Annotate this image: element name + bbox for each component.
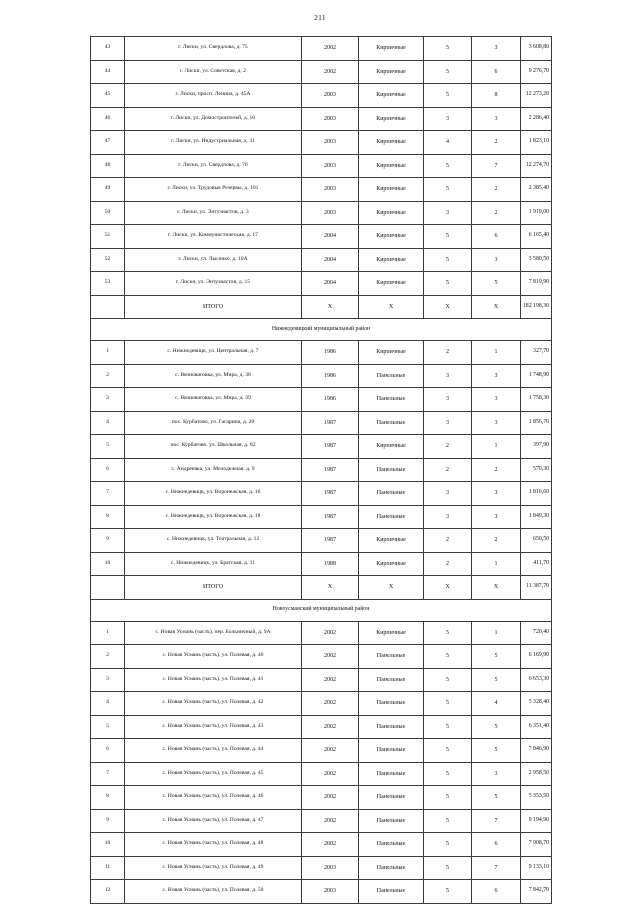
page-number: 211 xyxy=(314,13,326,22)
year-cell: 1987 xyxy=(302,458,359,482)
entrances-cell: 2 xyxy=(472,178,521,202)
year-cell: 2003 xyxy=(302,131,359,155)
address-cell: г. Лиски, ул. Трудовые Резервы, д. 101 xyxy=(125,178,302,202)
table-row xyxy=(91,621,552,645)
wall-material-cell: Кирпичные xyxy=(359,225,424,249)
year-cell: 2002 xyxy=(302,786,359,810)
address-cell: г. Лиски, ул. Индустриальная, д. 31 xyxy=(125,131,302,155)
floors-cell: 5 xyxy=(424,178,472,202)
address-cell: с. Вязноватовка, ул. Мира, д. 38 xyxy=(125,364,302,388)
wall-material-cell: Кирпичные xyxy=(359,552,424,576)
row-number-cell: 52 xyxy=(91,248,125,272)
wall-material-cell: Панельные xyxy=(359,388,424,412)
entrances-cell: 5 xyxy=(472,645,521,669)
floors-cell: 3 xyxy=(424,107,472,131)
floors-cell: 5 xyxy=(424,668,472,692)
total-entrances-cell: Х xyxy=(472,295,521,319)
area-cell: 7 908,70 xyxy=(521,833,552,857)
wall-material-cell: Панельные xyxy=(359,880,424,904)
address-cell: с. Новая Усмань (часть), ул. Полевая, д. 48 xyxy=(125,833,302,857)
floors-cell: 5 xyxy=(424,225,472,249)
floors-cell: 3 xyxy=(424,505,472,529)
year-cell: 2004 xyxy=(302,272,359,296)
floors-cell: 5 xyxy=(424,37,472,61)
area-cell: 5 328,40 xyxy=(521,692,552,716)
area-cell: 6 165,40 xyxy=(521,225,552,249)
floors-cell: 5 xyxy=(424,715,472,739)
wall-material-cell: Панельные xyxy=(359,762,424,786)
entrances-cell: 7 xyxy=(472,809,521,833)
table-row xyxy=(91,739,552,763)
address-cell: с. Новая Усмань (часть), ул. Полевая, д. 42 xyxy=(125,692,302,716)
entrances-cell: 3 xyxy=(472,37,521,61)
section-title: Новоусманский муниципальный район xyxy=(91,599,552,621)
year-cell: 1987 xyxy=(302,505,359,529)
table-row xyxy=(91,786,552,810)
area-cell: 1 758,30 xyxy=(521,388,552,412)
row-number-cell: 10 xyxy=(91,833,125,857)
row-number-cell: 7 xyxy=(91,762,125,786)
total-label-cell: ИТОГО xyxy=(125,295,302,319)
total-year-cell: Х xyxy=(302,576,359,600)
table-row xyxy=(91,762,552,786)
row-number-cell: 3 xyxy=(91,388,125,412)
year-cell: 2003 xyxy=(302,84,359,108)
floors-cell: 3 xyxy=(424,482,472,506)
floors-cell: 5 xyxy=(424,809,472,833)
wall-material-cell: Кирпичные xyxy=(359,178,424,202)
table-row xyxy=(91,154,552,178)
row-number-cell: 1 xyxy=(91,341,125,365)
address-cell: г. Лиски, ул. Свердлова, д. 76 xyxy=(125,154,302,178)
total-material-cell: Х xyxy=(359,295,424,319)
entrances-cell: 2 xyxy=(472,458,521,482)
wall-material-cell: Панельные xyxy=(359,809,424,833)
row-number-cell: 9 xyxy=(91,809,125,833)
entrances-cell: 6 xyxy=(472,833,521,857)
address-cell: с. Нижнедевицк, ул. Театральная, д. 12 xyxy=(125,529,302,553)
table-row xyxy=(91,201,552,225)
floors-cell: 3 xyxy=(424,201,472,225)
area-cell: 570,30 xyxy=(521,458,552,482)
address-cell: пос. Курбатово, ул. Школьная, д. 82 xyxy=(125,435,302,459)
floors-cell: 2 xyxy=(424,552,472,576)
section-header-row xyxy=(91,319,552,341)
wall-material-cell: Панельные xyxy=(359,668,424,692)
area-cell: 3 608,80 xyxy=(521,37,552,61)
row-number-cell: 46 xyxy=(91,107,125,131)
row-number-cell: 4 xyxy=(91,411,125,435)
entrances-cell: 3 xyxy=(472,364,521,388)
wall-material-cell: Панельные xyxy=(359,739,424,763)
year-cell: 1986 xyxy=(302,388,359,412)
table-row xyxy=(91,856,552,880)
total-floors-cell: Х xyxy=(424,576,472,600)
area-cell: 12 273,20 xyxy=(521,84,552,108)
floors-cell: 5 xyxy=(424,272,472,296)
year-cell: 2002 xyxy=(302,809,359,833)
entrances-cell: 5 xyxy=(472,739,521,763)
wall-material-cell: Кирпичные xyxy=(359,248,424,272)
address-cell: с. Новая Усмань (часть), ул. Полевая, д. 44 xyxy=(125,739,302,763)
area-cell: 9 133,10 xyxy=(521,856,552,880)
year-cell: 2003 xyxy=(302,107,359,131)
wall-material-cell: Кирпичные xyxy=(359,60,424,84)
floors-cell: 5 xyxy=(424,645,472,669)
entrances-cell: 2 xyxy=(472,201,521,225)
address-cell: с. Нижнедевицк, ул. Центральная, д. 7 xyxy=(125,341,302,365)
row-number-cell: 51 xyxy=(91,225,125,249)
area-cell: 1 748,90 xyxy=(521,364,552,388)
table-row xyxy=(91,529,552,553)
table-row xyxy=(91,411,552,435)
year-cell: 2002 xyxy=(302,645,359,669)
row-number-cell: 2 xyxy=(91,364,125,388)
wall-material-cell: Кирпичные xyxy=(359,84,424,108)
table-row xyxy=(91,131,552,155)
entrances-cell: 4 xyxy=(472,692,521,716)
table-row xyxy=(91,458,552,482)
address-cell: г. Лиски, ул. Советская, д. 2 xyxy=(125,60,302,84)
row-number-cell: 12 xyxy=(91,880,125,904)
year-cell: 2002 xyxy=(302,60,359,84)
area-cell: 9 276,70 xyxy=(521,60,552,84)
floors-cell: 5 xyxy=(424,833,472,857)
row-number-cell: 4 xyxy=(91,692,125,716)
total-area-cell: 182 198,30 xyxy=(521,295,552,319)
address-cell: г. Лиски, ул. Домостроителей, д. 10 xyxy=(125,107,302,131)
wall-material-cell: Панельные xyxy=(359,645,424,669)
year-cell: 2002 xyxy=(302,715,359,739)
row-number-cell: 2 xyxy=(91,645,125,669)
row-number-cell: 5 xyxy=(91,715,125,739)
address-cell: с. Новая Усмань (часть), ул. Полевая, д. 50 xyxy=(125,880,302,904)
table-row xyxy=(91,435,552,459)
row-number-cell: 49 xyxy=(91,178,125,202)
table-row xyxy=(91,178,552,202)
row-number-cell: 47 xyxy=(91,131,125,155)
year-cell: 2003 xyxy=(302,880,359,904)
row-number-cell: 9 xyxy=(91,529,125,553)
row-number-cell: 53 xyxy=(91,272,125,296)
table-row xyxy=(91,668,552,692)
floors-cell: 5 xyxy=(424,84,472,108)
table-row xyxy=(91,833,552,857)
address-cell: с. Новая Усмань (часть), ул. Полевая, д. 41 xyxy=(125,668,302,692)
floors-cell: 5 xyxy=(424,248,472,272)
wall-material-cell: Панельные xyxy=(359,856,424,880)
row-number-cell: 11 xyxy=(91,856,125,880)
entrances-cell: 1 xyxy=(472,621,521,645)
area-cell: 1 919,00 xyxy=(521,201,552,225)
table-row xyxy=(91,60,552,84)
floors-cell: 2 xyxy=(424,529,472,553)
floors-cell: 5 xyxy=(424,60,472,84)
table-row xyxy=(91,552,552,576)
table-row xyxy=(91,645,552,669)
floors-cell: 5 xyxy=(424,856,472,880)
year-cell: 1987 xyxy=(302,482,359,506)
wall-material-cell: Кирпичные xyxy=(359,272,424,296)
address-cell: с. Новая Усмань (часть), ул. Полевая, д. 49 xyxy=(125,856,302,880)
row-number-cell: 3 xyxy=(91,668,125,692)
year-cell: 2002 xyxy=(302,739,359,763)
area-cell: 1 816,60 xyxy=(521,482,552,506)
address-cell: г. Лиски, ул. Энтузиастов, д. 3 xyxy=(125,201,302,225)
table-row xyxy=(91,225,552,249)
entrances-cell: 5 xyxy=(472,272,521,296)
table-row xyxy=(91,341,552,365)
area-cell: 1 856,70 xyxy=(521,411,552,435)
table-row xyxy=(91,107,552,131)
wall-material-cell: Панельные xyxy=(359,505,424,529)
total-label-cell: ИТОГО xyxy=(125,576,302,600)
wall-material-cell: Кирпичные xyxy=(359,37,424,61)
floors-cell: 4 xyxy=(424,131,472,155)
address-cell: с. Новая Усмань (часть), пер. Больничный, д. 9А xyxy=(125,621,302,645)
entrances-cell: 5 xyxy=(472,668,521,692)
wall-material-cell: Панельные xyxy=(359,482,424,506)
entrances-cell: 2 xyxy=(472,131,521,155)
wall-material-cell: Кирпичные xyxy=(359,341,424,365)
year-cell: 1986 xyxy=(302,364,359,388)
row-number-cell: 45 xyxy=(91,84,125,108)
entrances-cell: 5 xyxy=(472,786,521,810)
year-cell: 1986 xyxy=(302,341,359,365)
table-body xyxy=(91,37,552,904)
area-cell: 2 958,50 xyxy=(521,762,552,786)
row-number-cell: 6 xyxy=(91,458,125,482)
address-cell: г. Лиски, просп. Ленина, д. 45А xyxy=(125,84,302,108)
address-cell: с. Новая Усмань (часть), ул. Полевая, д. 46 xyxy=(125,786,302,810)
entrances-cell: 3 xyxy=(472,411,521,435)
wall-material-cell: Панельные xyxy=(359,364,424,388)
address-cell: с. Вязноватовка, ул. Мира, д. 39 xyxy=(125,388,302,412)
area-cell: 2 286,40 xyxy=(521,107,552,131)
address-cell: пос. Курбатово, ул. Гагарина, д. 28 xyxy=(125,411,302,435)
table-row xyxy=(91,482,552,506)
entrances-cell: 5 xyxy=(472,715,521,739)
address-cell: с. Нижнедевицк, ул. Воронежская, д. 16 xyxy=(125,482,302,506)
entrances-cell: 3 xyxy=(472,388,521,412)
wall-material-cell: Панельные xyxy=(359,833,424,857)
table-row xyxy=(91,505,552,529)
floors-cell: 5 xyxy=(424,786,472,810)
row-number-cell: 6 xyxy=(91,739,125,763)
entrances-cell: 3 xyxy=(472,248,521,272)
total-row xyxy=(91,576,552,600)
row-number-cell: 8 xyxy=(91,505,125,529)
entrances-cell: 2 xyxy=(472,529,521,553)
area-cell: 397,90 xyxy=(521,435,552,459)
wall-material-cell: Кирпичные xyxy=(359,435,424,459)
entrances-cell: 3 xyxy=(472,107,521,131)
entrances-cell: 3 xyxy=(472,762,521,786)
floors-cell: 3 xyxy=(424,411,472,435)
floors-cell: 5 xyxy=(424,154,472,178)
row-number-cell: 43 xyxy=(91,37,125,61)
floors-cell: 2 xyxy=(424,435,472,459)
area-cell: 327,70 xyxy=(521,341,552,365)
area-cell: 1 849,30 xyxy=(521,505,552,529)
year-cell: 2002 xyxy=(302,37,359,61)
table-row xyxy=(91,84,552,108)
floors-cell: 2 xyxy=(424,341,472,365)
wall-material-cell: Панельные xyxy=(359,411,424,435)
entrances-cell: 6 xyxy=(472,60,521,84)
row-number-cell: 5 xyxy=(91,435,125,459)
year-cell: 2003 xyxy=(302,154,359,178)
table-row xyxy=(91,364,552,388)
table-row xyxy=(91,692,552,716)
entrances-cell: 3 xyxy=(472,505,521,529)
address-cell: с. Андреевка, ул. Молодежная, д. 9 xyxy=(125,458,302,482)
address-cell: г. Лиски, ул. Свердлова, д. 75 xyxy=(125,37,302,61)
year-cell: 2004 xyxy=(302,248,359,272)
entrances-cell: 8 xyxy=(472,84,521,108)
year-cell: 2003 xyxy=(302,178,359,202)
area-cell: 2 385,40 xyxy=(521,178,552,202)
address-cell: с. Нижнедевицк, ул. Воронежская, д. 18 xyxy=(125,505,302,529)
total-entrances-cell: Х xyxy=(472,576,521,600)
wall-material-cell: Кирпичные xyxy=(359,107,424,131)
floors-cell: 5 xyxy=(424,762,472,786)
floors-cell: 2 xyxy=(424,458,472,482)
area-cell: 411,70 xyxy=(521,552,552,576)
floors-cell: 5 xyxy=(424,621,472,645)
entrances-cell: 6 xyxy=(472,225,521,249)
year-cell: 1987 xyxy=(302,435,359,459)
wall-material-cell: Панельные xyxy=(359,692,424,716)
address-cell: с. Новая Усмань (часть), ул. Полевая, д. 47 xyxy=(125,809,302,833)
address-cell: г. Лиски, ул. Коммунистическая, д. 17 xyxy=(125,225,302,249)
wall-material-cell: Панельные xyxy=(359,715,424,739)
row-number-cell: 1 xyxy=(91,621,125,645)
row-number-cell: 7 xyxy=(91,482,125,506)
area-cell: 720,40 xyxy=(521,621,552,645)
row-number-cell: 44 xyxy=(91,60,125,84)
address-cell: с. Нижнедевицк, ул. Братская, д. 11 xyxy=(125,552,302,576)
area-cell: 12 274,70 xyxy=(521,154,552,178)
floors-cell: 5 xyxy=(424,739,472,763)
address-cell: г. Лиски, ул. Энтузиастов, д. 15 xyxy=(125,272,302,296)
year-cell: 2004 xyxy=(302,225,359,249)
wall-material-cell: Кирпичные xyxy=(359,131,424,155)
wall-material-cell: Кирпичные xyxy=(359,154,424,178)
table-row xyxy=(91,809,552,833)
year-cell: 2002 xyxy=(302,692,359,716)
total-floors-cell: Х xyxy=(424,295,472,319)
floors-cell: 3 xyxy=(424,388,472,412)
wall-material-cell: Кирпичные xyxy=(359,529,424,553)
entrances-cell: 3 xyxy=(472,482,521,506)
address-cell: г. Лиски, ул. Лысенко, д. 10А xyxy=(125,248,302,272)
address-cell: с. Новая Усмань (часть), ул. Полевая, д. 45 xyxy=(125,762,302,786)
row-number-cell: 8 xyxy=(91,786,125,810)
row-number-cell: 48 xyxy=(91,154,125,178)
address-cell: с. Новая Усмань (часть), ул. Полевая, д. 40 xyxy=(125,645,302,669)
entrances-cell: 1 xyxy=(472,435,521,459)
year-cell: 1987 xyxy=(302,529,359,553)
wall-material-cell: Кирпичные xyxy=(359,621,424,645)
entrances-cell: 7 xyxy=(472,154,521,178)
area-cell: 1 823,10 xyxy=(521,131,552,155)
table-row xyxy=(91,272,552,296)
table-row xyxy=(91,37,552,61)
area-cell: 5 353,50 xyxy=(521,786,552,810)
floors-cell: 5 xyxy=(424,880,472,904)
total-empty-cell xyxy=(91,295,125,319)
address-cell: с. Новая Усмань (часть), ул. Полевая, д. 43 xyxy=(125,715,302,739)
section-title: Нижнедевицкий муниципальный район xyxy=(91,319,552,341)
area-cell: 7 846,90 xyxy=(521,739,552,763)
year-cell: 1988 xyxy=(302,552,359,576)
year-cell: 1987 xyxy=(302,411,359,435)
table-row xyxy=(91,248,552,272)
table-row xyxy=(91,715,552,739)
year-cell: 2003 xyxy=(302,201,359,225)
year-cell: 2002 xyxy=(302,668,359,692)
table-row xyxy=(91,880,552,904)
row-number-cell: 50 xyxy=(91,201,125,225)
area-cell: 6 169,90 xyxy=(521,645,552,669)
year-cell: 2002 xyxy=(302,762,359,786)
year-cell: 2002 xyxy=(302,621,359,645)
section-header-row xyxy=(91,599,552,621)
housing-table xyxy=(90,36,552,904)
total-empty-cell xyxy=(91,576,125,600)
entrances-cell: 7 xyxy=(472,856,521,880)
row-number-cell: 10 xyxy=(91,552,125,576)
entrances-cell: 6 xyxy=(472,880,521,904)
area-cell: 3 580,50 xyxy=(521,248,552,272)
area-cell: 6 653,30 xyxy=(521,668,552,692)
year-cell: 2003 xyxy=(302,856,359,880)
total-area-cell: 11 387,70 xyxy=(521,576,552,600)
area-cell: 9 194,90 xyxy=(521,809,552,833)
floors-cell: 5 xyxy=(424,692,472,716)
wall-material-cell: Панельные xyxy=(359,458,424,482)
area-cell: 7 842,70 xyxy=(521,880,552,904)
floors-cell: 3 xyxy=(424,364,472,388)
wall-material-cell: Панельные xyxy=(359,786,424,810)
table-row xyxy=(91,388,552,412)
entrances-cell: 1 xyxy=(472,552,521,576)
total-row xyxy=(91,295,552,319)
total-material-cell: Х xyxy=(359,576,424,600)
wall-material-cell: Кирпичные xyxy=(359,201,424,225)
area-cell: 7 819,90 xyxy=(521,272,552,296)
year-cell: 2002 xyxy=(302,833,359,857)
total-year-cell: Х xyxy=(302,295,359,319)
entrances-cell: 1 xyxy=(472,341,521,365)
area-cell: 6 351,40 xyxy=(521,715,552,739)
area-cell: 650,50 xyxy=(521,529,552,553)
